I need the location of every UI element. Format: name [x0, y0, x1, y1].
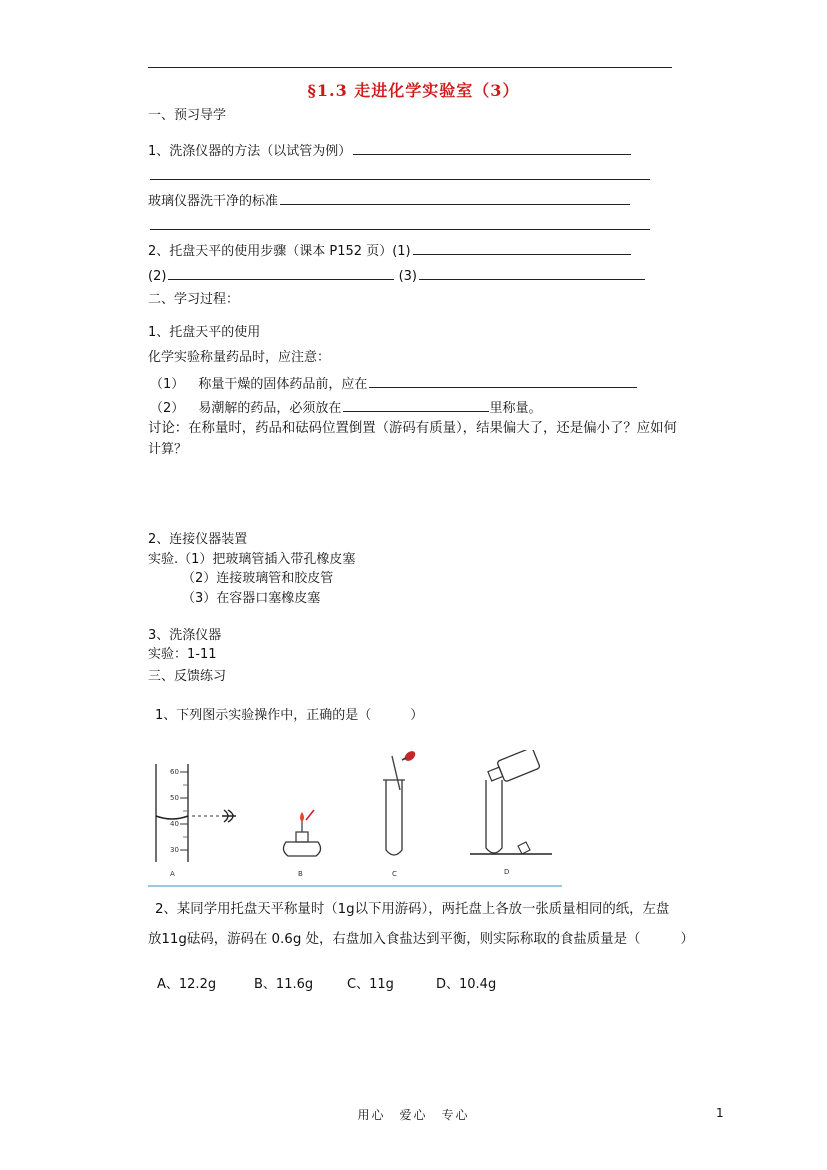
section1-heading: 一、预习导学: [148, 108, 227, 123]
q2-line: [148, 241, 631, 261]
page-title: §1.3 走进化学实验室（3）: [307, 81, 520, 100]
figure-a-cylinder: [156, 764, 236, 878]
discussion-line2: 计算？: [148, 442, 188, 457]
item-tail: 里称量。: [489, 401, 542, 416]
cyl-tick-label: 40: [170, 820, 179, 828]
item-number: （1）: [150, 377, 185, 392]
balance-intro: 化学实验称量药品时，应注意：: [148, 350, 331, 365]
figure-label: B: [298, 870, 303, 878]
section3-heading: 三、反馈练习: [148, 669, 227, 684]
answer-blank[interactable]: [419, 266, 645, 280]
connect-step3: （3）在容器口塞橡皮塞: [182, 591, 321, 606]
balance-item1: [150, 374, 637, 394]
answer-blank[interactable]: [343, 398, 489, 412]
dropper-bulb: [403, 750, 417, 763]
figure-d-pouring: [470, 750, 552, 876]
answer-blank[interactable]: [168, 266, 394, 280]
cyl-tick-label: 50: [170, 794, 179, 802]
choice-c[interactable]: C、11g: [347, 977, 394, 992]
answer-blank[interactable]: [150, 216, 650, 230]
header-rule: [148, 67, 672, 68]
wash-exp: 实验：1-11: [148, 647, 217, 662]
figure-b-alcohol-lamp: [283, 810, 320, 878]
feedback-q2-line1: 2、某同学用托盘天平称量时（1g以下用游码），两托盘上各放一张质量相同的纸，左盘: [155, 902, 670, 917]
page-number: 1: [716, 1106, 724, 1120]
q2-label: 2、托盘天平的使用步骤（课本 P152 页）(1): [148, 244, 411, 259]
cyl-tick-label: 60: [170, 768, 179, 776]
cyl-tick-label: 30: [170, 846, 179, 854]
q1-label: 1、洗涤仪器的方法（以试管为例）: [148, 144, 352, 159]
answer-blank[interactable]: [150, 166, 650, 180]
q1-line: [148, 141, 631, 161]
balance-item2: [150, 398, 541, 418]
feedback-q2-line2: 放11g砝码，游码在 0.6g 处，右盘加入食盐达到平衡，则实际称取的食盐质量是（ ）: [148, 932, 694, 947]
footer-motto: 用心 爱心 专心: [357, 1108, 470, 1122]
figure-label: A: [170, 870, 175, 878]
item-text: 称量干燥的固体药品前，应在: [198, 377, 368, 392]
q1-standard-line: [148, 191, 630, 211]
flame-icon: [300, 812, 304, 822]
q1-line2: [148, 166, 650, 186]
choice-d[interactable]: D、10.4g: [436, 977, 497, 992]
discussion-line1: 讨论：在称量时，药品和砝码位置倒置（游码有质量），结果偏大了，还是偏小了？应如何: [148, 421, 677, 436]
connect-step2: （2）连接玻璃管和胶皮管: [182, 571, 334, 586]
item-number: （2）: [150, 401, 185, 416]
q1-standard-label: 玻璃仪器洗干净的标准: [148, 194, 279, 209]
eye-icon: [222, 810, 236, 822]
q1-standard-line2: [148, 216, 650, 236]
balance-title: 1、托盘天平的使用: [148, 325, 261, 340]
figure-c-dropper: [383, 750, 417, 878]
answer-blank[interactable]: [413, 241, 631, 255]
choice-b[interactable]: B、11.6g: [254, 977, 314, 992]
experiment-figure: [148, 750, 568, 890]
item-text: 易潮解的药品，必须放在: [198, 401, 342, 416]
q2-step3-label: (3): [398, 269, 417, 284]
section2-heading: 二、学习过程：: [148, 292, 240, 307]
figure-label: D: [504, 868, 510, 876]
choice-a[interactable]: A、12.2g: [157, 977, 217, 992]
wash-title: 3、洗涤仪器: [148, 628, 222, 643]
figure-label: C: [392, 870, 397, 878]
q2-step2-label: (2): [148, 269, 167, 284]
answer-blank[interactable]: [369, 374, 637, 388]
answer-blank[interactable]: [280, 191, 630, 205]
connect-exp: 实验.（1）把玻璃管插入带孔橡皮塞: [148, 552, 356, 567]
q2-steps-line: [148, 266, 645, 286]
connect-title: 2、连接仪器装置: [148, 532, 248, 547]
feedback-q1: 1、下列图示实验操作中，正确的是（ ）: [155, 708, 424, 723]
answer-blank[interactable]: [353, 141, 631, 155]
